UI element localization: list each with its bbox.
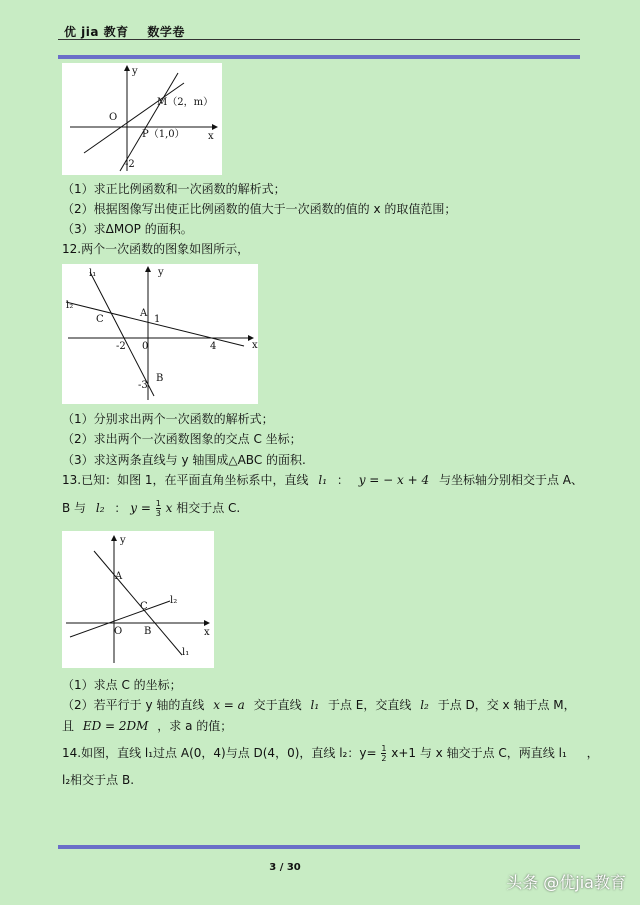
fig13-l2-label: l₂ [170, 595, 178, 606]
fig12-l1-label: l₁ [89, 268, 97, 279]
q13-sub2-d: 于点 D，交 x 轴于点 M， [437, 698, 576, 712]
page-number: 3 / 30 [269, 862, 301, 873]
fig13-point-b: B [144, 626, 152, 637]
header-brand: 优 jia 教育 [64, 25, 129, 39]
q11-sub3: （3）求ΔMOP 的面积。 [62, 222, 193, 236]
figure-q13 [62, 531, 214, 668]
fig13-point-a: A [115, 571, 123, 582]
q13-line1 [62, 472, 583, 488]
q12-sub3: （3）求这两条直线与 y 轴围成△ABC 的面积. [62, 453, 306, 467]
fig11-point-m: M（2，m） [157, 97, 214, 108]
fig12-l2-label: l₂ [66, 300, 74, 311]
q14-frac-den: 2 [381, 754, 387, 763]
fig13-origin: O [114, 626, 123, 637]
q13-sub2-b: 交于直线 [253, 698, 302, 712]
q13-line2-text-b: 相交于点 C. [176, 501, 241, 515]
fig11-y-label: y [132, 66, 138, 77]
q12-title: 12.两个一次函数的图象如图所示， [62, 242, 250, 256]
fig12-y-label: y [158, 267, 164, 278]
q13-eq1: y = − x + 4 [358, 473, 430, 487]
q13-fraction [156, 499, 161, 518]
fig12-point-c: C [96, 314, 104, 325]
fig13-y-label: y [120, 535, 126, 546]
q14-line1-b: x+1 与 x 轴交于点 C，两直线 l₁ [391, 746, 567, 760]
fig12-tick-4: 4 [210, 341, 217, 352]
q13-sub3-a: 且 [62, 719, 75, 733]
fig12-tick-minus2: -2 [116, 341, 126, 352]
figure-q13-svg [62, 531, 214, 668]
page-header [64, 23, 199, 40]
footer-band [58, 845, 580, 849]
q11-sub2: （2）根据图像写出使正比例函数的值大于一次函数的值的 x 的取值范围； [62, 202, 457, 216]
header-rule [58, 39, 580, 40]
q13-line-l2: l₂ [95, 501, 105, 515]
q14-line1 [62, 744, 599, 763]
q12-sub1: （1）分别求出两个一次函数的解析式； [62, 412, 274, 426]
q13-sub2-a: （2）若平行于 y 轴的直线 [62, 698, 205, 712]
q13-sub3-eq: ED = 2DM [82, 719, 149, 733]
q11-sub1: （1）求正比例函数和一次函数的解析式； [62, 182, 286, 196]
watermark: 头条 @优jia教育 [506, 873, 626, 892]
q13-line-l1: l₁ [318, 473, 328, 487]
q13-sub2-l1: l₁ [310, 698, 320, 712]
q13-sub2-l2: l₂ [420, 698, 429, 712]
q14-fraction [381, 744, 386, 763]
q13-line2-colon: ： [114, 501, 127, 515]
fig11-origin-label: O [109, 112, 118, 123]
fig11-x-label: x [208, 131, 214, 142]
q13-sub2 [62, 697, 576, 713]
q13-line2-text-a: B 与 [62, 501, 87, 515]
q13-frac-den: 3 [155, 509, 161, 518]
q13-line2 [62, 499, 240, 518]
q13-sub3 [62, 718, 232, 734]
q14-line1-c: ， [586, 746, 599, 760]
q13-sub2-c: 于点 E，交直线 [327, 698, 412, 712]
fig12-tick-minus3: -3 [138, 380, 148, 391]
q13-eq2b: x [165, 501, 173, 515]
header-band [58, 55, 580, 59]
q14-frac-num: 1 [381, 744, 387, 753]
fig13-l1-label: l₁ [182, 647, 190, 658]
fig11-minus-two: -2 [125, 159, 135, 170]
fig13-point-c: C [140, 601, 148, 612]
figure-q11 [62, 63, 222, 175]
figure-q11-svg [62, 63, 222, 175]
figure-q12-svg [62, 264, 258, 404]
q12-sub2: （2）求出两个一次函数图象的交点 C 坐标； [62, 432, 302, 446]
q14-line1-a: 14.如图，直线 l₁过点 A(0，4)与点 D(4，0)，直线 l₂：y= [62, 746, 377, 760]
q13-sub3-b: ，求 a 的值； [157, 719, 233, 733]
fig11-point-p: P（1,0） [142, 129, 185, 140]
figure-q12 [62, 264, 258, 404]
fig12-x-label: x [252, 340, 258, 351]
fig13-x-label: x [204, 627, 210, 638]
fig12-origin: 0 [142, 341, 149, 352]
fig12-point-a: A [140, 308, 148, 319]
q13-line1-text-b: 与坐标轴分别相交于点 A、 [438, 473, 583, 487]
q13-frac-num: 1 [155, 499, 161, 508]
q14-line2: l₂相交于点 B. [62, 773, 135, 787]
fig12-point-b: B [156, 373, 164, 384]
q13-sub1: （1）求点 C 的坐标； [62, 678, 182, 692]
q13-eq2a: y = [130, 501, 151, 515]
q13-sub2-eq: x = a [213, 698, 245, 712]
q13-colon: ： [336, 473, 349, 487]
fig12-tick-1: 1 [154, 314, 161, 325]
q13-line1-text-a: 13.已知：如图 1，在平面直角坐标系中，直线 [62, 473, 309, 487]
header-subject: 数学卷 [147, 25, 185, 39]
